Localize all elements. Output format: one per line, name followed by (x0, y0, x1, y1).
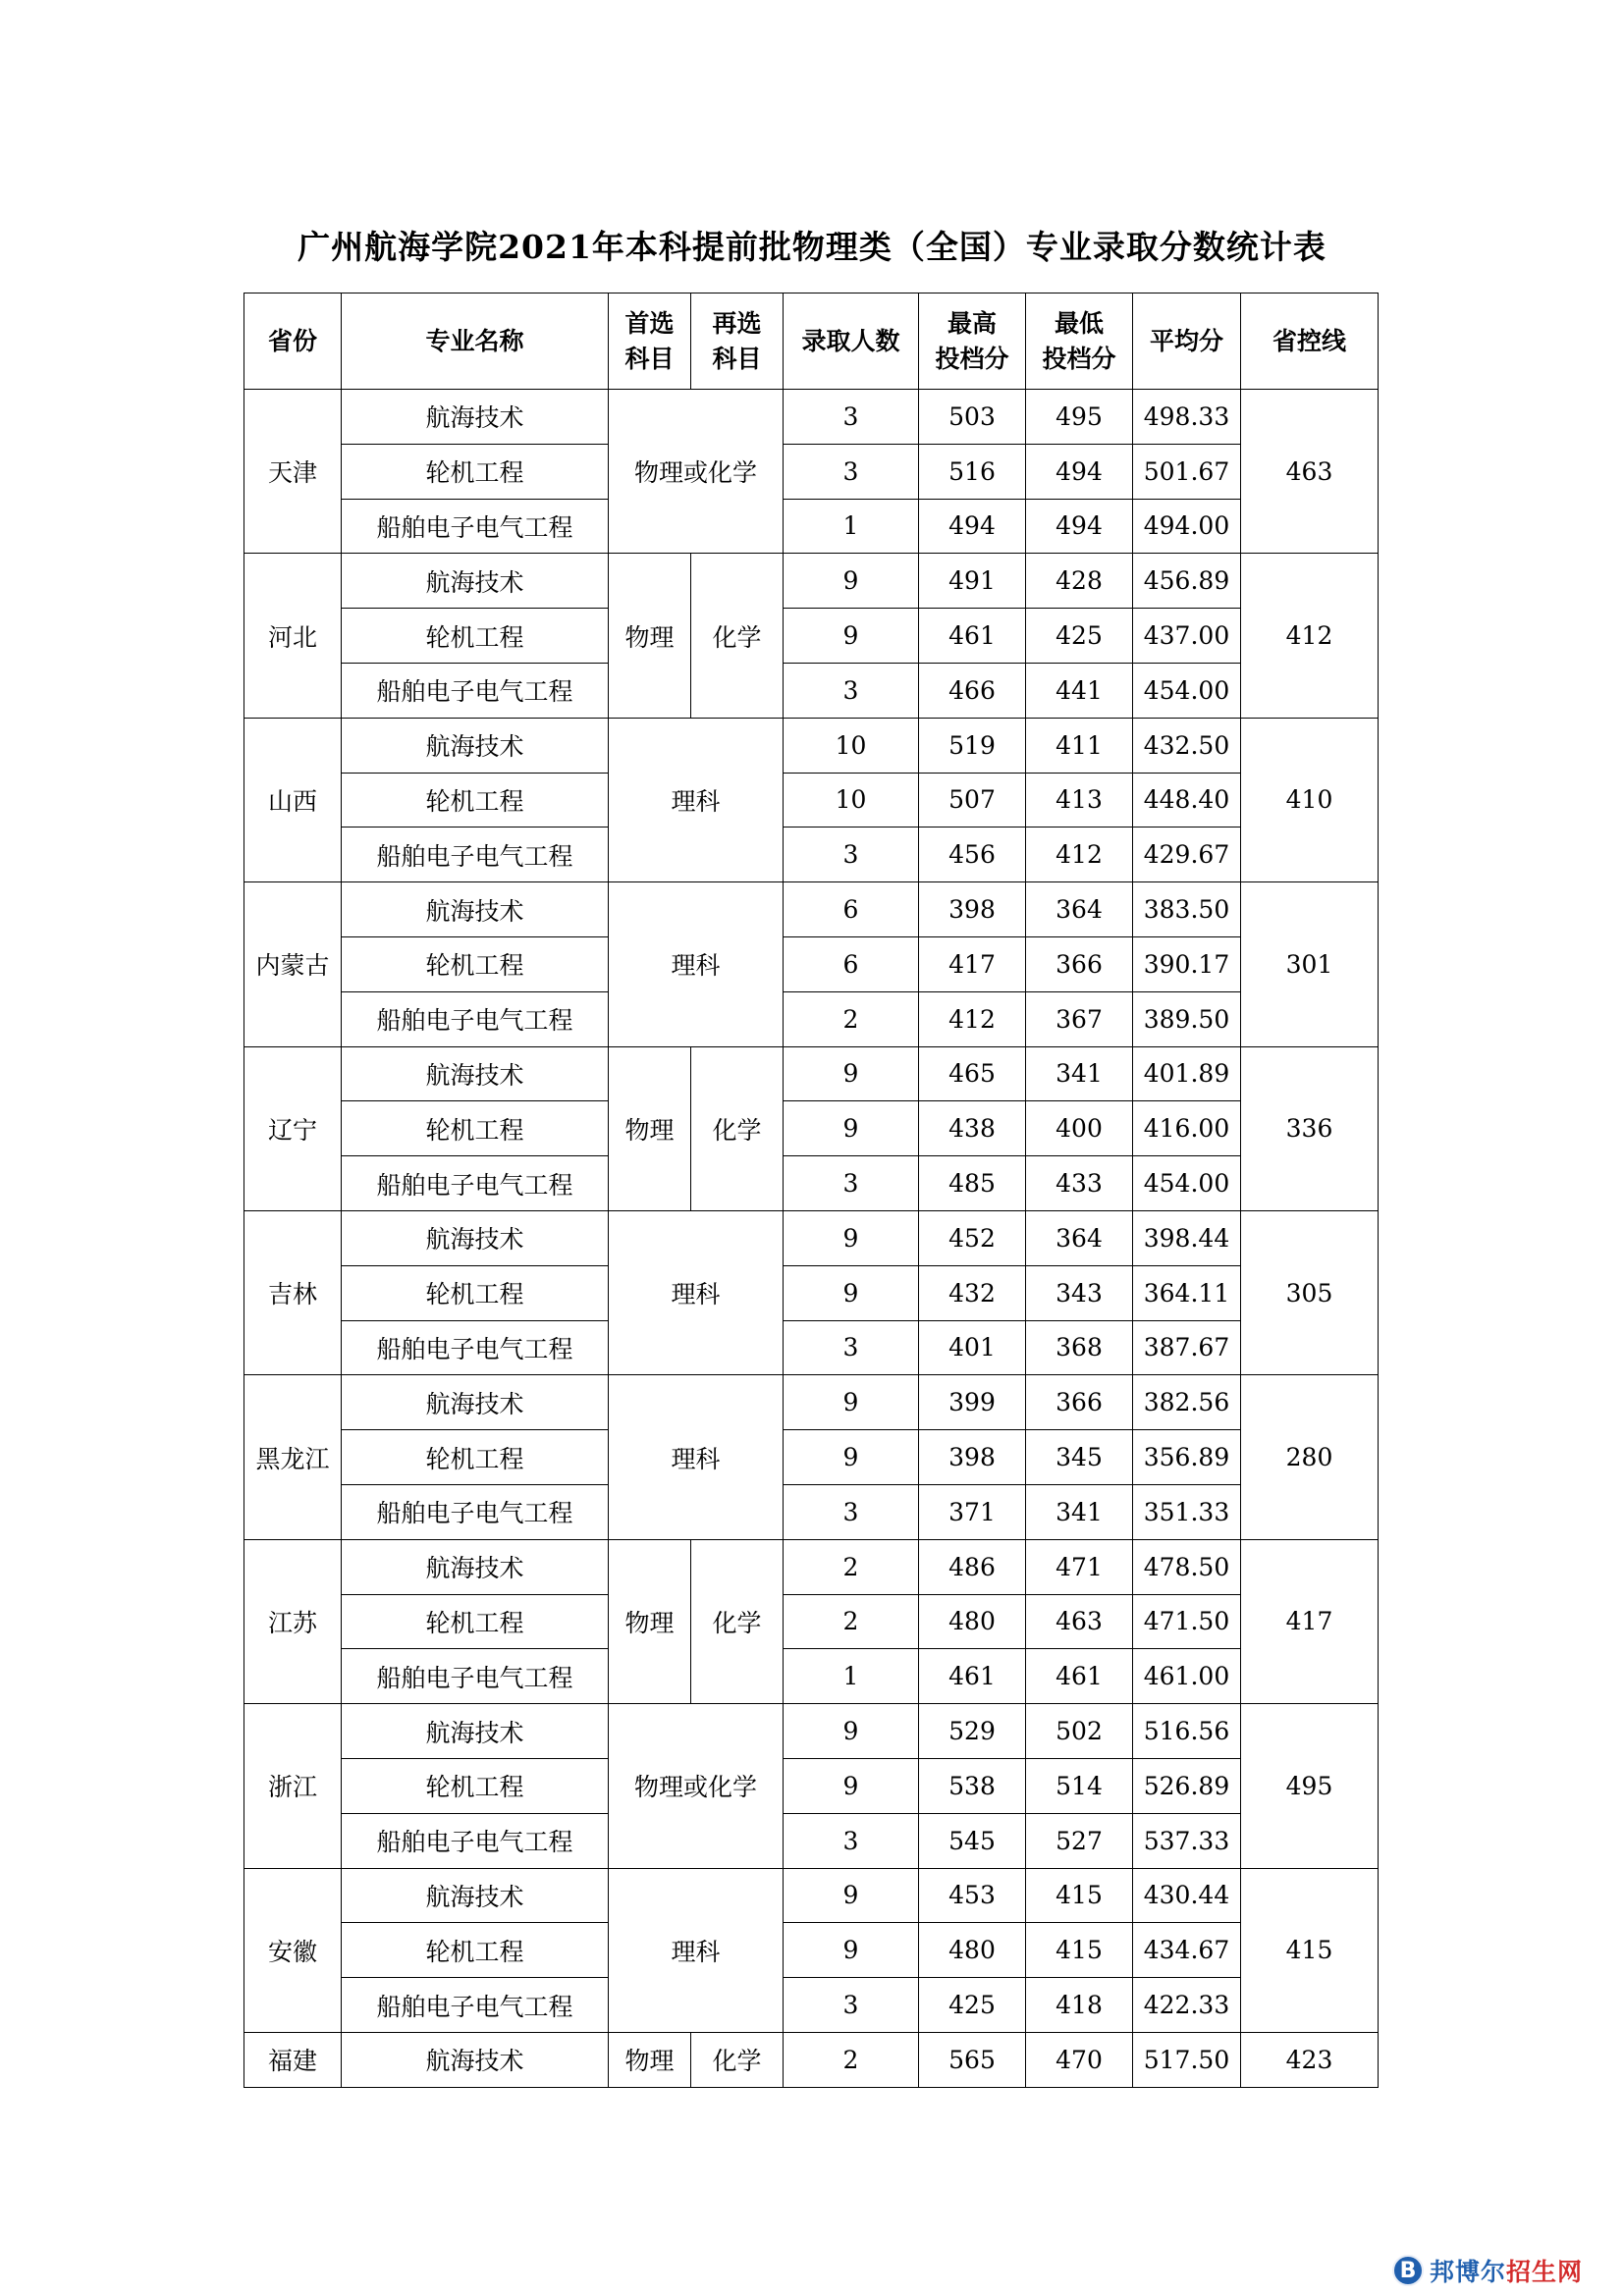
province-cell: 内蒙古 (244, 882, 342, 1046)
min-score-cell: 415 (1026, 1923, 1133, 1978)
admitted-count-cell: 10 (784, 718, 919, 773)
min-score-cell: 341 (1026, 1484, 1133, 1539)
max-score-cell: 452 (919, 1210, 1026, 1265)
max-score-cell: 461 (919, 609, 1026, 664)
major-cell: 航海技术 (342, 1704, 609, 1759)
admitted-count-cell: 3 (784, 1813, 919, 1868)
admitted-count-cell: 3 (784, 1978, 919, 2033)
min-score-cell: 502 (1026, 1704, 1133, 1759)
table-row (244, 1375, 1379, 1430)
max-score-cell: 412 (919, 991, 1026, 1046)
admitted-count-cell: 9 (784, 1375, 919, 1430)
control-line-cell: 305 (1241, 1210, 1379, 1374)
first-subject-cell: 物理 (609, 1539, 691, 1703)
major-cell: 轮机工程 (342, 1430, 609, 1485)
major-cell: 船舶电子电气工程 (342, 828, 609, 882)
control-line-cell: 410 (1241, 718, 1379, 881)
max-score-cell: 432 (919, 1265, 1026, 1320)
subject-requirement-cell: 理科 (609, 1210, 784, 1374)
table-row (244, 1210, 1379, 1265)
document-title: 广州航海学院2021年本科提前批物理类（全国）专业录取分数统计表 (298, 228, 1326, 266)
average-score-cell: 356.89 (1133, 1430, 1241, 1485)
major-cell: 航海技术 (342, 718, 609, 773)
max-score-cell: 529 (919, 1704, 1026, 1759)
average-score-cell: 461.00 (1133, 1649, 1241, 1704)
header-second-subject-line1: 再选 (712, 308, 762, 338)
header-average: 平均分 (1133, 294, 1241, 390)
table-row (244, 2032, 1379, 2087)
average-score-cell: 390.17 (1133, 936, 1241, 991)
major-cell: 轮机工程 (342, 1758, 609, 1813)
table-row (244, 663, 1379, 718)
province-cell: 河北 (244, 554, 342, 718)
table-row (244, 1265, 1379, 1320)
admitted-count-cell: 3 (784, 1156, 919, 1211)
control-line-cell: 412 (1241, 554, 1379, 718)
watermark-text-part1: 邦博尔 (1430, 2258, 1507, 2286)
header-major: 专业名称 (342, 294, 609, 390)
table-row (244, 1101, 1379, 1156)
table-row (244, 1594, 1379, 1649)
admitted-count-cell: 9 (784, 1046, 919, 1101)
average-score-cell: 416.00 (1133, 1101, 1241, 1156)
watermark-text (1430, 2253, 1583, 2288)
max-score-cell: 401 (919, 1320, 1026, 1375)
header-control-line: 省控线 (1241, 294, 1379, 390)
province-cell: 辽宁 (244, 1046, 342, 1210)
max-score-cell: 507 (919, 773, 1026, 828)
average-score-cell: 432.50 (1133, 718, 1241, 773)
min-score-cell: 527 (1026, 1813, 1133, 1868)
table-row (244, 444, 1379, 499)
max-score-cell: 465 (919, 1046, 1026, 1101)
admitted-count-cell: 9 (784, 1758, 919, 1813)
first-subject-cell: 物理 (609, 2032, 691, 2087)
min-score-cell: 345 (1026, 1430, 1133, 1485)
admitted-count-cell: 2 (784, 991, 919, 1046)
min-score-cell: 494 (1026, 499, 1133, 554)
average-score-cell: 389.50 (1133, 991, 1241, 1046)
header-max-score-line2: 投档分 (935, 344, 1009, 373)
min-score-cell: 343 (1026, 1265, 1133, 1320)
table-row (244, 773, 1379, 828)
average-score-cell: 498.33 (1133, 390, 1241, 445)
table-row (244, 1156, 1379, 1211)
admitted-count-cell: 2 (784, 1594, 919, 1649)
average-score-cell: 382.56 (1133, 1375, 1241, 1430)
max-score-cell: 399 (919, 1375, 1026, 1430)
major-cell: 轮机工程 (342, 1594, 609, 1649)
major-cell: 轮机工程 (342, 609, 609, 664)
admitted-count-cell: 2 (784, 2032, 919, 2087)
average-score-cell: 383.50 (1133, 882, 1241, 937)
min-score-cell: 415 (1026, 1868, 1133, 1923)
major-cell: 船舶电子电气工程 (342, 1484, 609, 1539)
first-subject-cell: 物理 (609, 554, 691, 718)
max-score-cell: 425 (919, 1978, 1026, 2033)
average-score-cell: 429.67 (1133, 828, 1241, 882)
average-score-cell: 430.44 (1133, 1868, 1241, 1923)
major-cell: 轮机工程 (342, 773, 609, 828)
max-score-cell: 371 (919, 1484, 1026, 1539)
min-score-cell: 364 (1026, 1210, 1133, 1265)
max-score-cell: 519 (919, 718, 1026, 773)
max-score-cell: 538 (919, 1758, 1026, 1813)
average-score-cell: 364.11 (1133, 1265, 1241, 1320)
max-score-cell: 466 (919, 663, 1026, 718)
max-score-cell: 398 (919, 882, 1026, 937)
major-cell: 轮机工程 (342, 936, 609, 991)
header-admitted: 录取人数 (784, 294, 919, 390)
subject-requirement-cell: 理科 (609, 1868, 784, 2032)
table-row (244, 1813, 1379, 1868)
min-score-cell: 418 (1026, 1978, 1133, 2033)
table-row (244, 1868, 1379, 1923)
header-second-subject (691, 294, 784, 390)
subject-requirement-cell: 理科 (609, 882, 784, 1046)
average-score-cell: 456.89 (1133, 554, 1241, 609)
average-score-cell: 516.56 (1133, 1704, 1241, 1759)
table-row (244, 1539, 1379, 1594)
average-score-cell: 537.33 (1133, 1813, 1241, 1868)
admitted-count-cell: 9 (784, 1210, 919, 1265)
admitted-count-cell: 2 (784, 1539, 919, 1594)
header-min-score-line1: 最低 (1054, 308, 1104, 338)
table-row (244, 882, 1379, 937)
min-score-cell: 366 (1026, 1375, 1133, 1430)
major-cell: 轮机工程 (342, 1265, 609, 1320)
header-max-score (919, 294, 1026, 390)
major-cell: 航海技术 (342, 882, 609, 937)
min-score-cell: 341 (1026, 1046, 1133, 1101)
admitted-count-cell: 9 (784, 1923, 919, 1978)
admitted-count-cell: 3 (784, 1320, 919, 1375)
subject-requirement-cell: 理科 (609, 1375, 784, 1539)
max-score-cell: 485 (919, 1156, 1026, 1211)
header-first-subject (609, 294, 691, 390)
major-cell: 船舶电子电气工程 (342, 1320, 609, 1375)
average-score-cell: 387.67 (1133, 1320, 1241, 1375)
min-score-cell: 470 (1026, 2032, 1133, 2087)
min-score-cell: 514 (1026, 1758, 1133, 1813)
table-row (244, 499, 1379, 554)
average-score-cell: 454.00 (1133, 1156, 1241, 1211)
max-score-cell: 453 (919, 1868, 1026, 1923)
major-cell: 船舶电子电气工程 (342, 991, 609, 1046)
admitted-count-cell: 3 (784, 828, 919, 882)
average-score-cell: 401.89 (1133, 1046, 1241, 1101)
average-score-cell: 501.67 (1133, 444, 1241, 499)
average-score-cell: 448.40 (1133, 773, 1241, 828)
admitted-count-cell: 9 (784, 1868, 919, 1923)
control-line-cell: 495 (1241, 1704, 1379, 1868)
max-score-cell: 565 (919, 2032, 1026, 2087)
major-cell: 航海技术 (342, 390, 609, 445)
max-score-cell: 398 (919, 1430, 1026, 1485)
admission-score-table (244, 293, 1379, 2088)
min-score-cell: 400 (1026, 1101, 1133, 1156)
major-cell: 航海技术 (342, 1046, 609, 1101)
admitted-count-cell: 3 (784, 444, 919, 499)
province-cell: 山西 (244, 718, 342, 881)
province-cell: 安徽 (244, 1868, 342, 2032)
control-line-cell: 415 (1241, 1868, 1379, 2032)
average-score-cell: 351.33 (1133, 1484, 1241, 1539)
table-row (244, 718, 1379, 773)
major-cell: 船舶电子电气工程 (342, 499, 609, 554)
table-body (244, 390, 1379, 2088)
header-min-score (1026, 294, 1133, 390)
table-row (244, 991, 1379, 1046)
min-score-cell: 367 (1026, 991, 1133, 1046)
max-score-cell: 516 (919, 444, 1026, 499)
major-cell: 航海技术 (342, 1868, 609, 1923)
admitted-count-cell: 9 (784, 1265, 919, 1320)
table-row (244, 1978, 1379, 2033)
min-score-cell: 425 (1026, 609, 1133, 664)
min-score-cell: 368 (1026, 1320, 1133, 1375)
province-cell: 福建 (244, 2032, 342, 2087)
table-row (244, 936, 1379, 991)
province-cell: 浙江 (244, 1704, 342, 1868)
major-cell: 船舶电子电气工程 (342, 1813, 609, 1868)
max-score-cell: 438 (919, 1101, 1026, 1156)
header-first-subject-line2: 科目 (624, 344, 675, 373)
major-cell: 轮机工程 (342, 444, 609, 499)
control-line-cell: 280 (1241, 1375, 1379, 1539)
control-line-cell: 463 (1241, 390, 1379, 554)
first-subject-cell: 物理 (609, 1046, 691, 1210)
min-score-cell: 413 (1026, 773, 1133, 828)
max-score-cell: 456 (919, 828, 1026, 882)
table-row (244, 390, 1379, 445)
min-score-cell: 433 (1026, 1156, 1133, 1211)
min-score-cell: 366 (1026, 936, 1133, 991)
min-score-cell: 494 (1026, 444, 1133, 499)
admitted-count-cell: 3 (784, 663, 919, 718)
control-line-cell: 417 (1241, 1539, 1379, 1703)
major-cell: 船舶电子电气工程 (342, 1156, 609, 1211)
major-cell: 航海技术 (342, 1375, 609, 1430)
subject-requirement-cell: 物理或化学 (609, 390, 784, 554)
table-row (244, 1320, 1379, 1375)
major-cell: 船舶电子电气工程 (342, 1649, 609, 1704)
subject-requirement-cell: 理科 (609, 718, 784, 881)
admitted-count-cell: 9 (784, 554, 919, 609)
header-max-score-line1: 最高 (947, 308, 997, 338)
table-row (244, 1704, 1379, 1759)
table-row (244, 609, 1379, 664)
admitted-count-cell: 3 (784, 390, 919, 445)
admitted-count-cell: 3 (784, 1484, 919, 1539)
control-line-cell: 423 (1241, 2032, 1379, 2087)
subject-requirement-cell: 物理或化学 (609, 1704, 784, 1868)
header-row (244, 294, 1379, 390)
admitted-count-cell: 1 (784, 1649, 919, 1704)
second-subject-cell: 化学 (691, 1046, 784, 1210)
table-row (244, 1046, 1379, 1101)
header-second-subject-line2: 科目 (712, 344, 762, 373)
table-row (244, 1923, 1379, 1978)
logo-b-icon: B (1392, 2255, 1424, 2286)
major-cell: 船舶电子电气工程 (342, 1978, 609, 2033)
province-cell: 天津 (244, 390, 342, 554)
max-score-cell: 486 (919, 1539, 1026, 1594)
min-score-cell: 411 (1026, 718, 1133, 773)
table-row (244, 828, 1379, 882)
major-cell: 船舶电子电气工程 (342, 663, 609, 718)
header-min-score-line2: 投档分 (1042, 344, 1116, 373)
province-cell: 吉林 (244, 1210, 342, 1374)
min-score-cell: 441 (1026, 663, 1133, 718)
admitted-count-cell: 10 (784, 773, 919, 828)
admitted-count-cell: 6 (784, 882, 919, 937)
max-score-cell: 494 (919, 499, 1026, 554)
average-score-cell: 437.00 (1133, 609, 1241, 664)
watermark-text-part2: 招生网 (1506, 2258, 1584, 2286)
admitted-count-cell: 9 (784, 1101, 919, 1156)
max-score-cell: 480 (919, 1923, 1026, 1978)
min-score-cell: 428 (1026, 554, 1133, 609)
max-score-cell: 503 (919, 390, 1026, 445)
max-score-cell: 417 (919, 936, 1026, 991)
min-score-cell: 463 (1026, 1594, 1133, 1649)
watermark-logo (1392, 2255, 1583, 2286)
min-score-cell: 412 (1026, 828, 1133, 882)
min-score-cell: 364 (1026, 882, 1133, 937)
average-score-cell: 398.44 (1133, 1210, 1241, 1265)
min-score-cell: 461 (1026, 1649, 1133, 1704)
major-cell: 轮机工程 (342, 1101, 609, 1156)
average-score-cell: 471.50 (1133, 1594, 1241, 1649)
header-first-subject-line1: 首选 (624, 308, 675, 338)
admitted-count-cell: 9 (784, 609, 919, 664)
average-score-cell: 478.50 (1133, 1539, 1241, 1594)
major-cell: 航海技术 (342, 1210, 609, 1265)
control-line-cell: 336 (1241, 1046, 1379, 1210)
average-score-cell: 422.33 (1133, 1978, 1241, 2033)
table-row (244, 1649, 1379, 1704)
average-score-cell: 454.00 (1133, 663, 1241, 718)
average-score-cell: 517.50 (1133, 2032, 1241, 2087)
average-score-cell: 526.89 (1133, 1758, 1241, 1813)
table-row (244, 1430, 1379, 1485)
second-subject-cell: 化学 (691, 2032, 784, 2087)
major-cell: 航海技术 (342, 1539, 609, 1594)
average-score-cell: 494.00 (1133, 499, 1241, 554)
max-score-cell: 545 (919, 1813, 1026, 1868)
table-row (244, 1484, 1379, 1539)
control-line-cell: 301 (1241, 882, 1379, 1046)
province-cell: 黑龙江 (244, 1375, 342, 1539)
second-subject-cell: 化学 (691, 1539, 784, 1703)
max-score-cell: 491 (919, 554, 1026, 609)
min-score-cell: 471 (1026, 1539, 1133, 1594)
table-row (244, 1758, 1379, 1813)
average-score-cell: 434.67 (1133, 1923, 1241, 1978)
major-cell: 航海技术 (342, 554, 609, 609)
max-score-cell: 461 (919, 1649, 1026, 1704)
table-row (244, 554, 1379, 609)
second-subject-cell: 化学 (691, 554, 784, 718)
admitted-count-cell: 9 (784, 1430, 919, 1485)
major-cell: 轮机工程 (342, 1923, 609, 1978)
admitted-count-cell: 9 (784, 1704, 919, 1759)
header-province: 省份 (244, 294, 342, 390)
max-score-cell: 480 (919, 1594, 1026, 1649)
admitted-count-cell: 6 (784, 936, 919, 991)
major-cell: 航海技术 (342, 2032, 609, 2087)
min-score-cell: 495 (1026, 390, 1133, 445)
province-cell: 江苏 (244, 1539, 342, 1703)
admitted-count-cell: 1 (784, 499, 919, 554)
